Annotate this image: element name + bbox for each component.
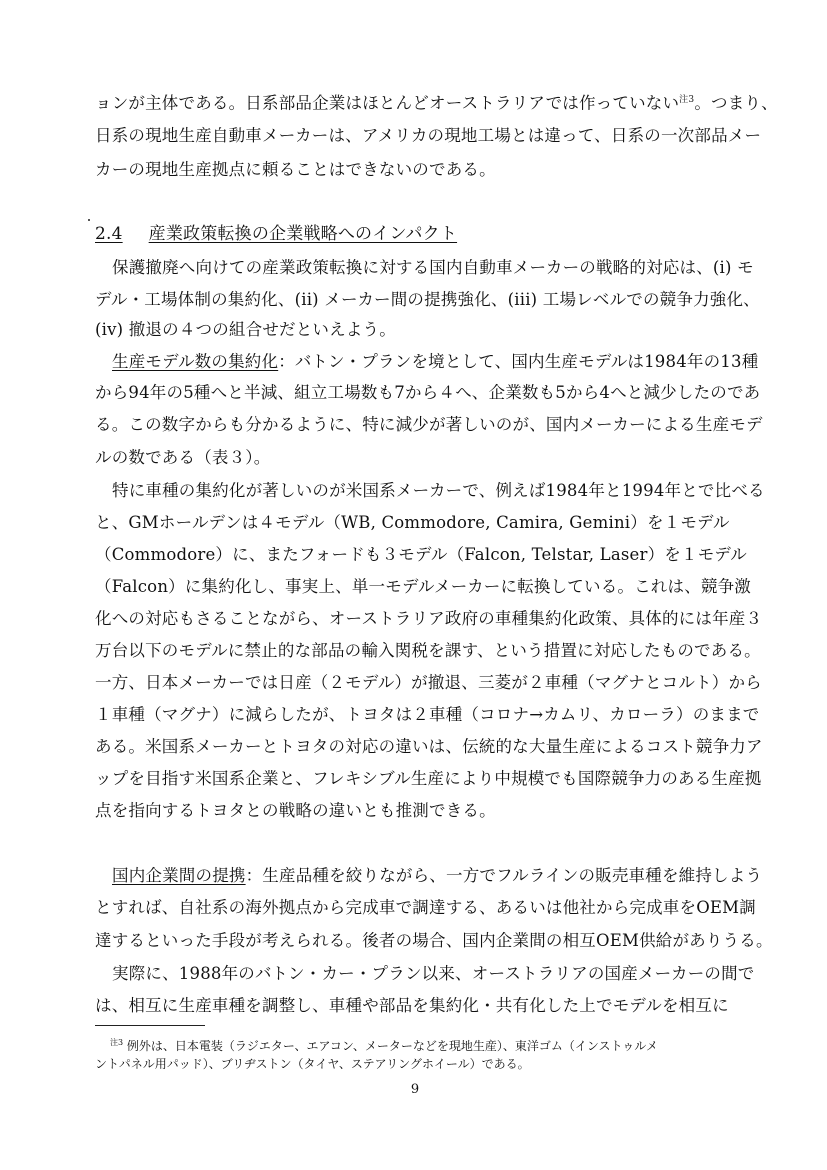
intro-line-2: 日系の現地生産自動車メーカーは、アメリカの現地工場とは違って、日系の一次部品メー	[95, 126, 762, 145]
para4-line-3: 達するといった手段が考えられる。後者の場合、国内企業間の相互OEM供給がありうる。	[95, 931, 773, 950]
para2-line-1: 生産モデル数の集約化：バトン・プランを境として、国内生産モデルは1984年の13種	[112, 352, 759, 371]
scan-speck	[88, 219, 90, 221]
para2-heading: 生産モデル数の集約化	[112, 352, 279, 371]
para3-line-5: 化への対応もさることながら、オーストラリア政府の車種集約化政策、具体的には年産３	[95, 609, 763, 628]
para2-line-3: る。この数字からも分かるように、特に減少が著しいのが、国内メーカーによる生産モデ	[95, 415, 763, 434]
para1-line-2: デル・工場体制の集約化、(ii) メーカー間の提携強化、(iii) 工場レベルでの競争力強化、	[95, 290, 760, 309]
section-heading	[95, 224, 775, 244]
para4-line-4: 実際に、1988年のバトン・カー・プラン以来、オーストラリアの国産メーカーの間で	[112, 964, 755, 983]
para4-heading: 国内企業間の提携	[112, 866, 246, 885]
para4-line-2: とすれば、自社系の海外拠点から完成車で調達する、あるいは他社から完成車をOEM調	[95, 898, 756, 917]
section-number: 2.4	[95, 224, 123, 244]
para3-line-1: 特に車種の集約化が著しいのが米国系メーカーで、例えば1984年と1994年とで比べる	[112, 481, 765, 500]
footnote-mark: 注3	[110, 1038, 124, 1047]
para3-line-10: ップを目指す米国系企業と、フレキシブル生産により中規模でも国際競争力のある生産拠	[95, 769, 762, 788]
para3-line-11: 点を指向するトヨタとの戦略の違いとも推測できる。	[95, 801, 496, 820]
para4-line-5: は、相互に生産車種を調整し、車種や部品を集約化・共有化した上でモデルを相互に	[95, 996, 729, 1015]
para1-line-3: (iv) 撤退の４つの組合せだといえよう。	[95, 320, 396, 339]
para1-line-1: 保護撤廃へ向けての産業政策転換に対する国内自動車メーカーの戦略的対応は、(i) モ	[112, 258, 754, 277]
para3-line-2: と、GMホールデンは４モデル（WB, Commodore, Camira, Gemini）を１モデル	[95, 513, 730, 532]
footnote-rule	[95, 1025, 205, 1026]
section-title: 産業政策転換の企業戦略へのインパクト	[148, 224, 458, 244]
para3-line-6: 万台以下のモデルに禁止的な部品の輸入関税を課す、という措置に対応したものである。	[95, 641, 761, 660]
footnote-reference: 注3	[679, 95, 695, 105]
para4-line-1: 国内企業間の提携：生産品種を絞りながら、一方でフルラインの販売車種を維持しよう	[112, 866, 763, 885]
para3-line-4: （Falcon）に集約化し、事実上、単一モデルメーカーに転換している。これは、競争激	[95, 577, 751, 596]
para3-line-3: （Commodore）に、またフォードも３モデル（Falcon, Telstar, Laser）を１モデル	[95, 545, 747, 564]
para2-line-4: ルの数である（表３）。	[95, 448, 271, 467]
para3-line-9: ある。米国系メーカーとトヨタの対応の違いは、伝統的な大量生産によるコスト競争力ア	[95, 737, 763, 756]
para2-line-2: から94年の5種へと半減、組立工場数も7から４へ、企業数も5から4へと減少したのであ	[95, 383, 761, 402]
page-number: 9	[410, 1082, 420, 1097]
intro-line-3: カーの現地生産拠点に頼ることはできないのである。	[95, 160, 496, 179]
para3-line-8: １車種（マグナ）に減らしたが、トヨタは２車種（コロナ→カムリ、カローラ）のままで	[95, 705, 760, 724]
footnote-line-1: $^{注3}$ 例外は、日本電装（ラジエター、エアコン、メーターなどを現地生産）、東洋ゴム（インストゥルメ	[110, 1038, 658, 1053]
para3-line-7: 一方、日本メーカーでは日産（２モデル）が撤退、三菱が２車種（マグナとコルト）から	[95, 673, 762, 692]
footnote-line-2: ントパネル用パッド）、ブリヂストン（タイヤ、ステアリングホイール）である。	[95, 1057, 530, 1071]
intro-line-1: ョンが主体である。日系部品企業はほとんどオーストラリアでは作っていない$^{注3}$。つまり、	[95, 93, 778, 113]
